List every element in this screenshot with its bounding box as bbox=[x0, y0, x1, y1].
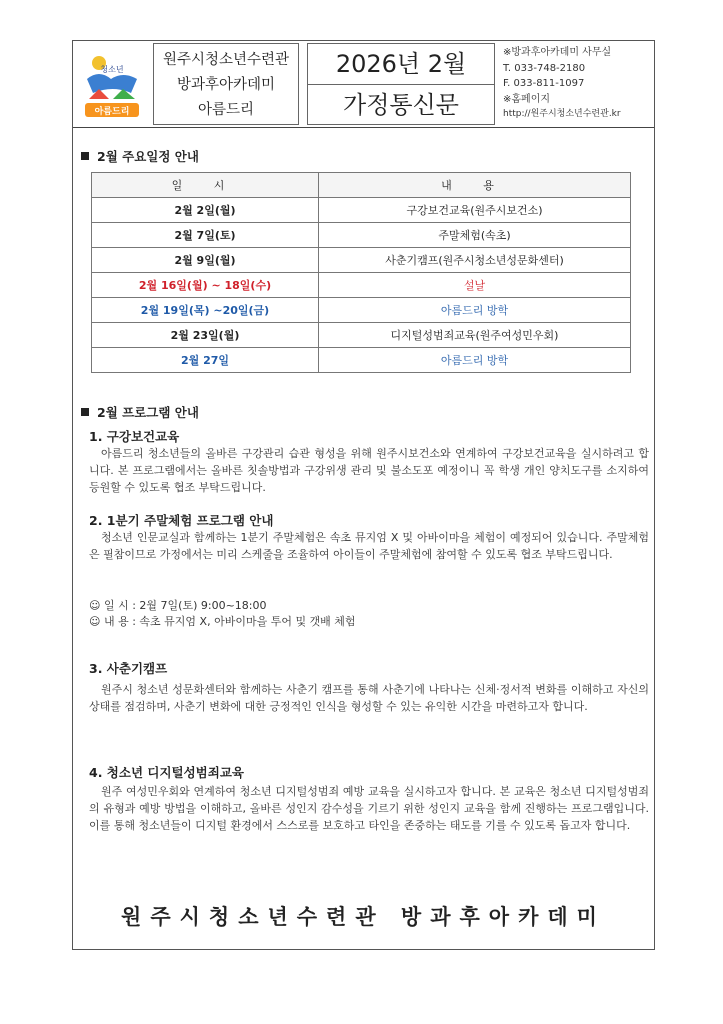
contact-fax: F. 033-811-1097 bbox=[503, 78, 585, 89]
schedule-content: 아름드리 방학 bbox=[319, 348, 631, 373]
contact-tel: T. 033-748-2180 bbox=[503, 62, 586, 74]
areumdeuri-logo-icon bbox=[79, 49, 145, 121]
schedule-row bbox=[92, 198, 631, 223]
col-content-header: 내 용 bbox=[319, 173, 631, 198]
schedule-date: 2월 23일(월) bbox=[92, 323, 319, 348]
svg-text:아름드리: 아름드리 bbox=[94, 107, 130, 117]
newsletter-month: 2026년 2월 bbox=[308, 44, 494, 85]
programs-heading: 2월 프로그램 안내 bbox=[81, 403, 199, 421]
schedule-date: 2월 27일 bbox=[92, 348, 319, 373]
org-line-1: 원주시청소년수련관 bbox=[162, 52, 290, 68]
contact-homepage-url[interactable]: http://원주시청소년수련관.kr bbox=[503, 109, 621, 119]
schedule-date: 2월 7일(토) bbox=[92, 223, 319, 248]
schedule-row bbox=[92, 248, 631, 273]
schedule-date: 2월 9일(월) bbox=[92, 248, 319, 273]
program-2-title: 2. 1분기 주말체험 프로그램 안내 bbox=[89, 513, 274, 528]
schedule-row bbox=[92, 348, 631, 373]
schedule-content: 주말체험(속초) bbox=[319, 223, 631, 248]
schedule-content: 디지털성범죄교육(원주여성민우회) bbox=[319, 323, 631, 348]
schedule-date: 2월 2일(월) bbox=[92, 198, 319, 223]
header bbox=[73, 41, 654, 128]
schedule-row bbox=[92, 298, 631, 323]
schedule-row bbox=[92, 273, 631, 298]
schedule-row bbox=[92, 223, 631, 248]
organization-name bbox=[153, 43, 299, 125]
schedule-heading: 2월 주요일정 안내 bbox=[81, 147, 199, 165]
svg-text:청소년: 청소년 bbox=[100, 65, 124, 74]
program-1-text: 아름드리 청소년들의 올바른 구강관리 습관 형성을 위해 원주시보건소와 연계하여 구강보건교육을 실시하려고 합니다. 본 프로그램에서는 올바른 칫솔방법과 구강위생 관리 및 불소도포 예정이니 꼭 학생 개인 양치도구를 소지하여 등원할 수 있도록 협조 부탁드립니다. bbox=[89, 447, 649, 494]
newsletter-page bbox=[72, 40, 655, 950]
square-bullet-icon bbox=[81, 408, 89, 416]
schedule-content: 구강보건교육(원주시보건소) bbox=[319, 198, 631, 223]
program-2-schedule-item: ☺ 일 시 : 2월 7일(토) 9:00~18:00 bbox=[89, 599, 267, 612]
title-box bbox=[307, 43, 495, 125]
program-2-content-item: ☺ 내 용 : 속초 뮤지엄 X, 아바이마을 투어 및 갯배 체험 bbox=[89, 615, 356, 628]
program-1-title: 1. 구강보건교육 bbox=[89, 429, 180, 444]
schedule-row bbox=[92, 323, 631, 348]
schedule-table bbox=[91, 172, 631, 373]
program-2-text: 청소년 인문교실과 함께하는 1분기 주말체험은 속초 뮤지엄 X 및 아바이마을 체험이 예정되어 있습니다. 주말체험은 필참이므로 가정에서는 미리 스케줄을 조율하여 아이들이 주말체험에 참여할 수 있도록 협조 부탁드립니다. bbox=[89, 531, 649, 561]
schedule-date: 2월 16일(월) ~ 18일(수) bbox=[92, 273, 319, 298]
org-line-3: 아름드리 bbox=[197, 102, 255, 118]
schedule-content: 설날 bbox=[319, 273, 631, 298]
contact-office: ※방과후아카데미 사무실 bbox=[503, 47, 612, 58]
schedule-header-row bbox=[92, 173, 631, 198]
schedule-content: 아름드리 방학 bbox=[319, 298, 631, 323]
newsletter-title: 가정통신문 bbox=[343, 91, 459, 119]
program-3-title: 3. 사춘기캠프 bbox=[89, 661, 168, 676]
program-4-text: 원주 여성민우회와 연계하여 청소년 디지털성범죄 예방 교육을 실시하고자 합니다. 본 교육은 청소년 디지털성범죄의 유형과 예방 방법을 이해하고, 올바른 성인지 감수성을 기르기 위한 성인지 교육을 함께 진행하는 프로그램입니다. 이를 통해 청소년들이 디지털 환경에서 스스로를 보호하고 타인을 존중하는 태도를 기를 수 있도록 돕고자 합니다. bbox=[89, 785, 649, 832]
footer-organization: 원주시청소년수련관 방과후아카데미 bbox=[121, 905, 606, 929]
schedule-date: 2월 19일(목) ~20일(금) bbox=[92, 298, 319, 323]
program-4-title: 4. 청소년 디지털성범죄교육 bbox=[89, 765, 244, 780]
schedule-content: 사춘기캠프(원주시청소년성문화센터) bbox=[319, 248, 631, 273]
col-date-header: 일 시 bbox=[92, 173, 319, 198]
org-line-2: 방과후아카데미 bbox=[176, 77, 276, 93]
contact-info bbox=[503, 45, 653, 123]
square-bullet-icon bbox=[81, 152, 89, 160]
contact-homepage-label: ※홈페이지 bbox=[503, 93, 551, 105]
program-3-text: 원주시 청소년 성문화센터와 함께하는 사춘기 캠프를 통해 사춘기에 나타나는 신체·정서적 변화를 이해하고 자신의 상태를 점검하며, 사춘기 변화에 대한 긍정적인 인식을 형성할 수 있는 유익한 시간을 마련하고자 합니다. bbox=[89, 683, 649, 713]
